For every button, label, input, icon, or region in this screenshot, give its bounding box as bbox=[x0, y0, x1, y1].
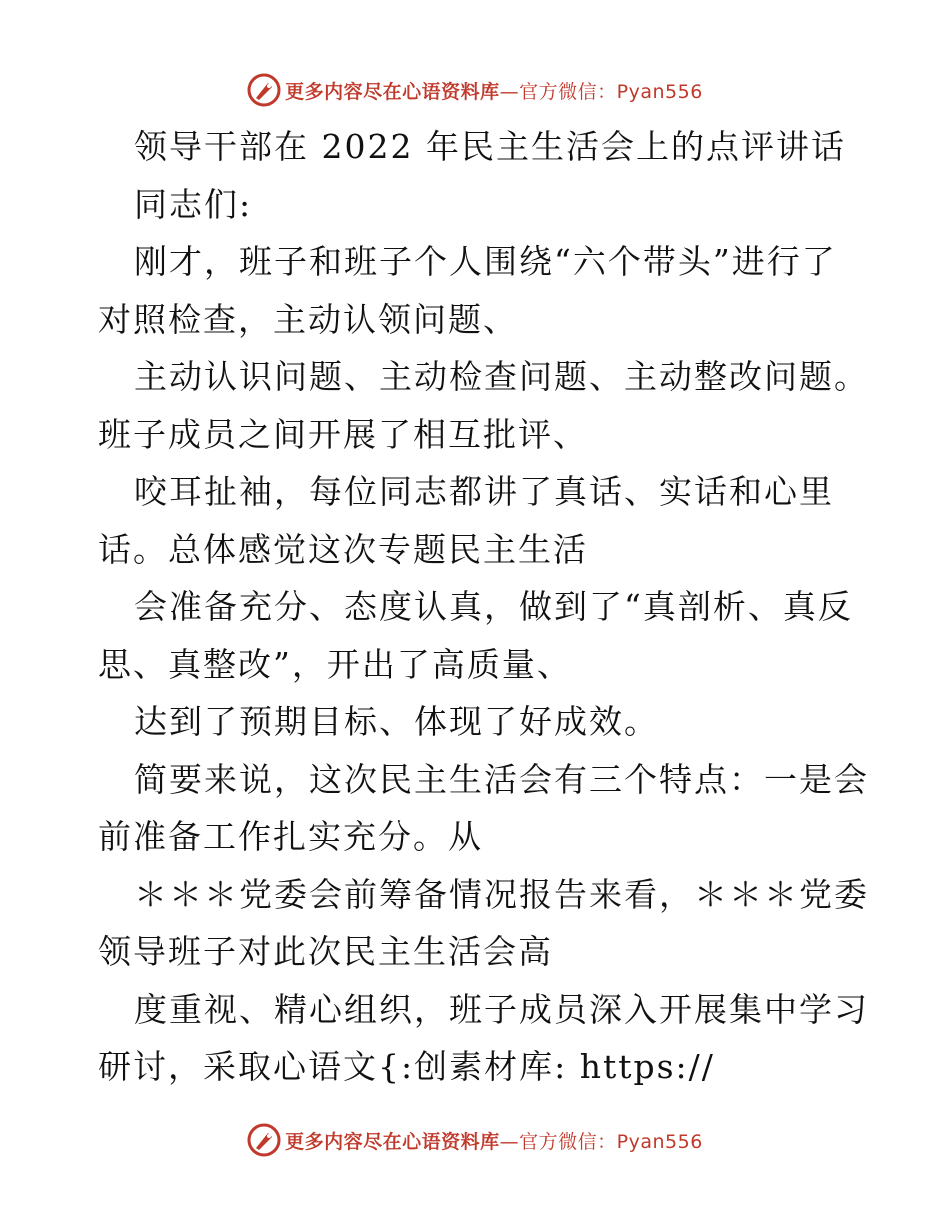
banner-text bbox=[285, 1127, 703, 1154]
paragraph-line: 领导班子对此次民主生活会高 bbox=[98, 932, 553, 971]
paragraph-line: 班子成员之间开展了相互批评、 bbox=[98, 414, 588, 454]
paragraph-line: ＊＊＊党委会前筹备情况报告来看，＊＊＊党委 bbox=[134, 874, 869, 914]
document-body bbox=[98, 118, 869, 1096]
bottom-banner bbox=[0, 1120, 950, 1160]
banner-main-text: 更多内容尽在心语资料库 bbox=[285, 1130, 500, 1153]
paragraph-line: 主动认识问题、主动检查问题、主动整改问题。 bbox=[134, 357, 869, 396]
paragraph-line: 达到了预期目标、体现了好成效。 bbox=[134, 702, 659, 741]
paragraph-line: 研讨，采取心语文{:创素材库: https:// bbox=[98, 1047, 715, 1086]
banner-main-text: 更多内容尽在心语资料库 bbox=[285, 80, 500, 103]
paragraph-line: 咬耳扯袖，每位同志都讲了真话、实话和心里 bbox=[134, 472, 834, 511]
banner-text bbox=[285, 77, 703, 104]
paragraph-line: 话。总体感觉这次专题民主生活 bbox=[98, 529, 588, 569]
pen-nib-logo-icon bbox=[247, 1123, 281, 1157]
paragraph-line: 刚才，班子和班子个人围绕“六个带头”进行了 bbox=[134, 242, 837, 281]
paragraph-line: 会准备充分、态度认真，做到了“真剖析、真反 bbox=[134, 587, 853, 626]
banner-wechat-text: 官方微信：Pyan556 bbox=[519, 1130, 703, 1153]
banner-separator: — bbox=[499, 1130, 520, 1153]
pen-nib-logo-icon bbox=[247, 73, 281, 107]
banner-separator: — bbox=[499, 80, 520, 103]
banner-wechat-text: 官方微信：Pyan556 bbox=[519, 80, 703, 103]
paragraph-line: 对照检查，主动认领问题、 bbox=[98, 299, 518, 339]
paragraph-line: 前准备工作扎实充分。从 bbox=[98, 817, 483, 856]
paragraph-line: 度重视、精心组织，班子成员深入开展集中学习 bbox=[134, 989, 869, 1029]
top-banner bbox=[0, 70, 950, 110]
paragraph-line: 简要来说，这次民主生活会有三个特点：一是会 bbox=[134, 759, 869, 799]
document-title: 领导干部在 2022 年民主生活会上的点评讲话 bbox=[134, 127, 846, 166]
salutation: 同志们: bbox=[134, 184, 253, 224]
paragraph-line: 思、真整改”，开出了高质量、 bbox=[98, 644, 572, 684]
